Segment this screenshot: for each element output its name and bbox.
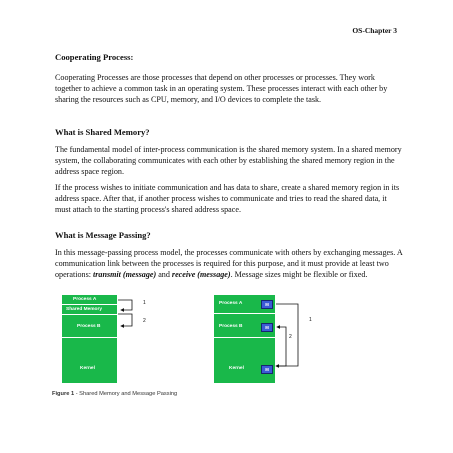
left-process-a-label: Process A: [73, 297, 97, 302]
right-process-a-label: Process A: [219, 301, 243, 306]
left-arrow-1-number: 1: [143, 300, 146, 306]
heading-cooperating-process: Cooperating Process:: [55, 52, 134, 62]
page-header: OS-Chapter 3: [352, 26, 397, 35]
paragraph-shared-memory-2: If the process wishes to initiate communication and has data to share, create a shared memory region in its address space. After that, if another process wishes to communicate and tries to read the shared data, it must attach to the starting process's shared address space.: [55, 183, 400, 215]
mp-and: and: [156, 270, 172, 280]
left-arrow-2-number: 2: [143, 318, 146, 324]
right-arrow-1-number: 1: [309, 317, 312, 323]
right-arrow-2-number: 2: [289, 334, 292, 340]
right-process-b-label: Process B: [219, 324, 243, 329]
mp-receive: receive (message): [171, 270, 231, 280]
paragraph-shared-memory-1: The fundamental model of inter-process communication is the shared memory system. In a shared memory system, the collaborating communicates with each other by establishing the shared memory region in the address space region.: [55, 145, 402, 177]
left-arrow-1: [118, 300, 132, 310]
heading-shared-memory: What is Shared Memory?: [55, 127, 150, 137]
right-message-a: M: [261, 300, 273, 309]
right-arrow-2: [276, 327, 286, 366]
figure-caption: [52, 391, 177, 397]
heading-message-passing: What is Message Passing?: [55, 230, 151, 240]
right-kernel-label: Kernel: [229, 366, 244, 371]
caption-text: - Shared Memory and Message Passing: [74, 391, 178, 397]
right-divider-2: [214, 337, 275, 338]
right-divider-1: [214, 313, 275, 314]
left-kernel-label: Kernel: [80, 366, 95, 371]
paragraph-cooperating-process: Cooperating Processes are those processes that depend on other processes or processes. They work together to achieve a common task in an operating system. These processes interact with each other by sharing the resources such as CPU, memory, and I/O devices to complete the task.: [55, 73, 388, 105]
right-message-b: M: [261, 323, 273, 332]
left-process-b-label: Process B: [77, 324, 101, 329]
right-arrow-1: [276, 304, 298, 366]
mp-text-before: In this message-passing process model, the processes communicate with others by exchanging messages. A communication link between the processes is required for this purpose, and it must provide at least two operations:: [55, 248, 403, 280]
left-shared-memory-label: Shared Memory: [66, 307, 102, 312]
right-message-kernel: M: [261, 365, 273, 374]
caption-prefix: Figure 1: [52, 391, 75, 397]
mp-transmit: transmit (message): [93, 270, 157, 280]
left-arrow-2: [118, 314, 132, 326]
mp-text-after: . Message sizes might be flexible or fixed.: [230, 270, 368, 280]
